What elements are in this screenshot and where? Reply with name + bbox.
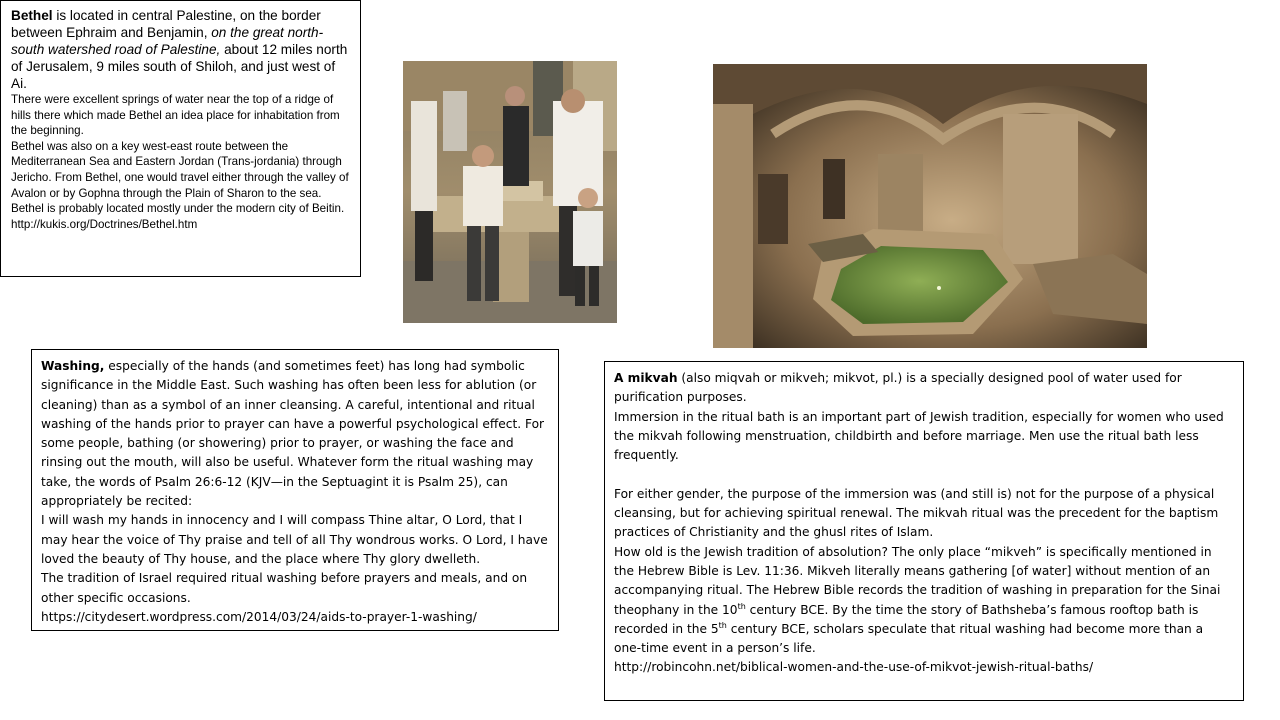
mikvah-heading-word: A mikvah	[614, 371, 678, 385]
mikvah-text: How old is the Jewish tradition of absolution? The only place “mikveh” is specifically mentioned in the Hebrew Bible is Lev. 11:36. Mikveh literally means gathering [of water] without mention of an accompanying ritual. The Hebrew Bible records the tradition of washing in preparation for the Sinai theophany in the 10	[614, 544, 1221, 617]
mikvah-paragraph-2: Immersion in the ritual bath is an important part of Jewish tradition, especially for women who used the mikvah following menstruation, childbirth and before marriage. Men use the ritual bath less frequently.	[614, 409, 1224, 463]
ordinal-superscript: th	[737, 601, 746, 611]
bethel-heading-word: Bethel	[11, 8, 53, 23]
washing-photo-image	[403, 61, 617, 323]
mikvah-source-link: http://robincohn.net/biblical-women-and-the-use-of-mikvot-jewish-ritual-baths/	[614, 660, 1094, 675]
bethel-text: is located in central Palestine, on the border between Ephraim and Benjamin,	[11, 8, 321, 40]
ordinal-superscript: th	[718, 620, 727, 630]
washing-photo	[403, 61, 617, 323]
mikvah-photo	[713, 64, 1147, 348]
washing-paragraph-1	[41, 357, 549, 511]
mikvah-text-box	[604, 361, 1244, 701]
washing-text-box	[31, 349, 559, 631]
mikvah-photo-image	[713, 64, 1147, 348]
washing-text: especially of the hands (and sometimes feet) has long had symbolic significance in the Middle East. Such washing has often been less for ablution (or cleaning) than as a symbol of an inner cleansing. A careful, intentional and ritual washing of the hands prior to prayer can have a powerful psychological effect. For some people, bathing (or showering) prior to prayer, or washing the face and rinsing out the mouth, will also be useful. Whatever form the ritual washing may take, the words of Psalm 26:6-12 (KJV—in the Septuagint it is Psalm 25), can appropriately be recited:	[41, 359, 545, 509]
mikvah-paragraph-4	[614, 543, 1234, 659]
washing-paragraph-3: The tradition of Israel required ritual washing before prayers and meals, and on other specific occasions.	[41, 571, 528, 605]
mikvah-text: century BCE, scholars speculate that ritual washing had become more than a one-time event in a person’s life.	[614, 621, 1204, 656]
paragraph-spacer	[614, 465, 1234, 484]
mikvah-text: (also miqvah or mikveh; mikvot, pl.) is a specially designed pool of water used for purification purposes.	[614, 371, 1182, 405]
bethel-paragraph-3: Bethel was also on a key west-east route between the Mediterranean Sea and Eastern Jordan (Trans-jordania) through Jericho. From Bethel, one would travel either through the valley of Avalon or by Gophna through the Plain of Sharon to the sea.	[11, 139, 349, 200]
bethel-paragraph-4: Bethel is probably located mostly under the modern city of Beitin. http://kukis.org/Doctrines/Bethel.htm	[11, 202, 345, 231]
washing-heading-word: Washing,	[41, 359, 105, 373]
mikvah-paragraph-1	[614, 369, 1234, 408]
washing-paragraph-2: I will wash my hands in innocency and I will compass Thine altar, O Lord, that I may hear the voice of Thy praise and tell of all Thy wondrous works. O Lord, I have loved the beauty of Thy house, and the place where Thy glory dwelleth.	[41, 513, 548, 566]
bethel-italic-text: on the great north-south watershed road of Palestine,	[11, 25, 324, 57]
bethel-text: about 12 miles north of Jerusalem, 9 miles south of Shiloh, and just west of Ai.	[11, 42, 348, 91]
mikvah-paragraph-3: For either gender, the purpose of the immersion was (and still is) not for the purpose of a physical cleansing, but for achieving spiritual renewal. The mikvah ritual was the precedent for the baptism practices of Christianity and the ghusl rites of Islam.	[614, 486, 1219, 540]
bethel-text-box	[0, 0, 361, 277]
bethel-paragraph-1	[11, 7, 351, 92]
mikvah-text: century BCE. By the time the story of Bathsheba’s famous rooftop bath is recorded in the 5	[614, 602, 1199, 636]
bethel-paragraph-2: There were excellent springs of water near the top of a ridge of hills there which made Bethel an idea place for inhabitation from the beginning.	[11, 93, 340, 138]
washing-source-link: https://citydesert.wordpress.com/2014/03/24/aids-to-prayer-1-washing/	[41, 609, 477, 624]
